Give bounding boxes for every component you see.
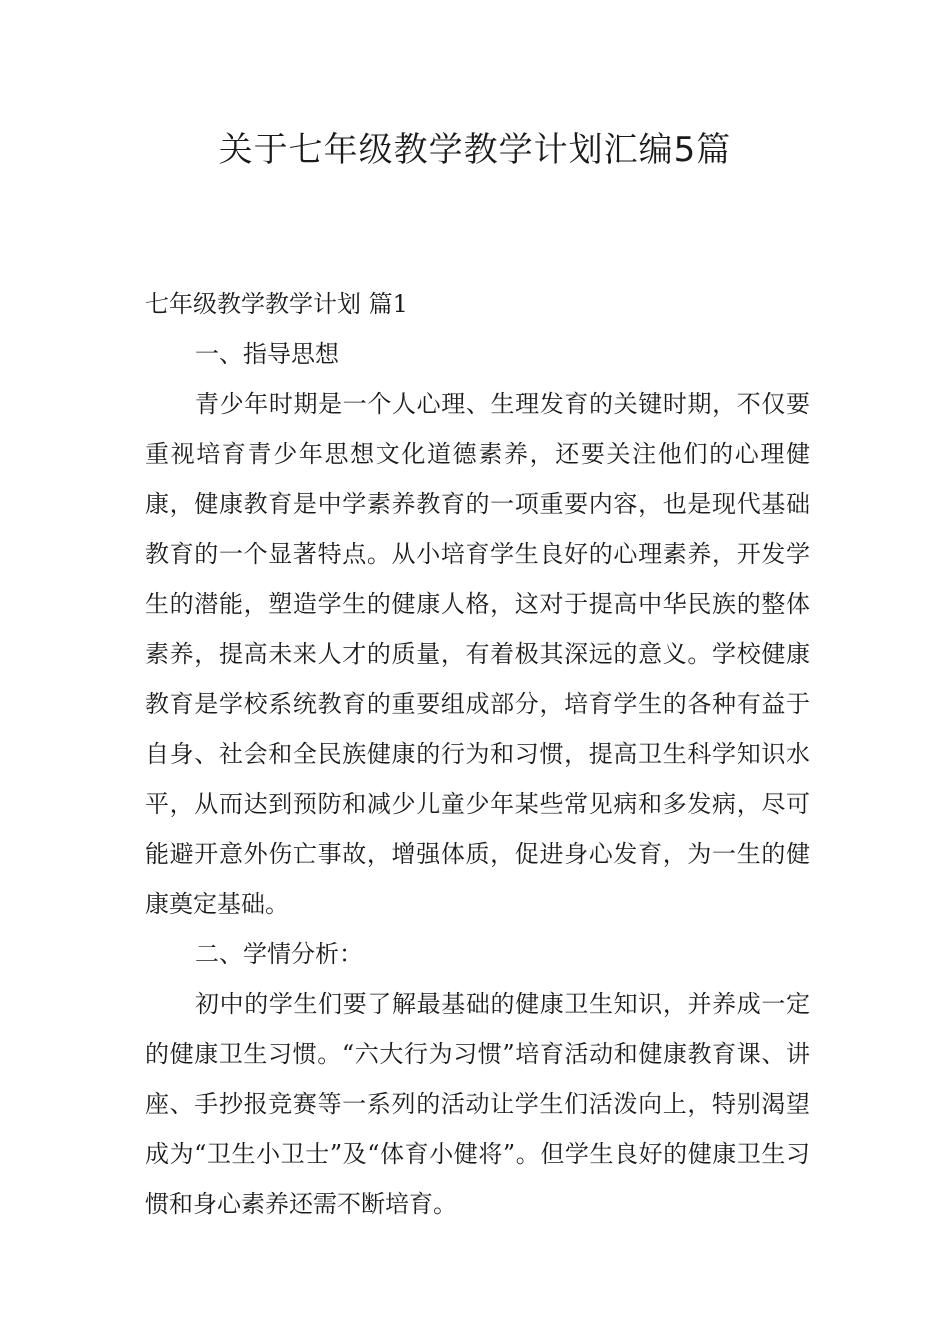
document-body — [145, 279, 810, 1229]
document-title: 关于七年级教学教学计划汇编5篇 — [218, 130, 732, 170]
paragraph-student-analysis: 初中的学生们要了解最基础的健康卫生知识，并养成一定的健康卫生习惯。“六大行为习惯”培育活动和健康教育课、讲座、手抄报竞赛等一系列的活动让学生们活泼向上，特别渴望成为“卫生小卫士”及“体育小健将”。但学生良好的健康卫生习惯和身心素养还需不断培育。 — [145, 990, 810, 1218]
heading-student-analysis: 二、学情分析： — [195, 940, 363, 968]
heading-guiding-thought: 一、指导思想 — [195, 340, 339, 368]
section-title: 七年级教学教学计划 篇1 — [145, 290, 408, 318]
paragraph-guiding-thought: 青少年时期是一个人心理、生理发育的关键时期，不仅要重视培育青少年思想文化道德素养，还要关注他们的心理健康，健康教育是中学素养教育的一项重要内容，也是现代基础教育的一个显著特点。从小培育学生良好的心理素养，开发学生的潜能，塑造学生的健康人格，这对于提高中华民族的整体素养，提高未来人才的质量，有着极其深远的意义。学校健康教育是学校系统教育的重要组成部分，培育学生的各种有益于自身、社会和全民族健康的行为和习惯，提高卫生科学知识水平，从而达到预防和减少儿童少年某些常见病和多发病，尽可能避开意外伤亡事故，增强体质，促进身心发育，为一生的健康奠定基础。 — [145, 390, 810, 918]
